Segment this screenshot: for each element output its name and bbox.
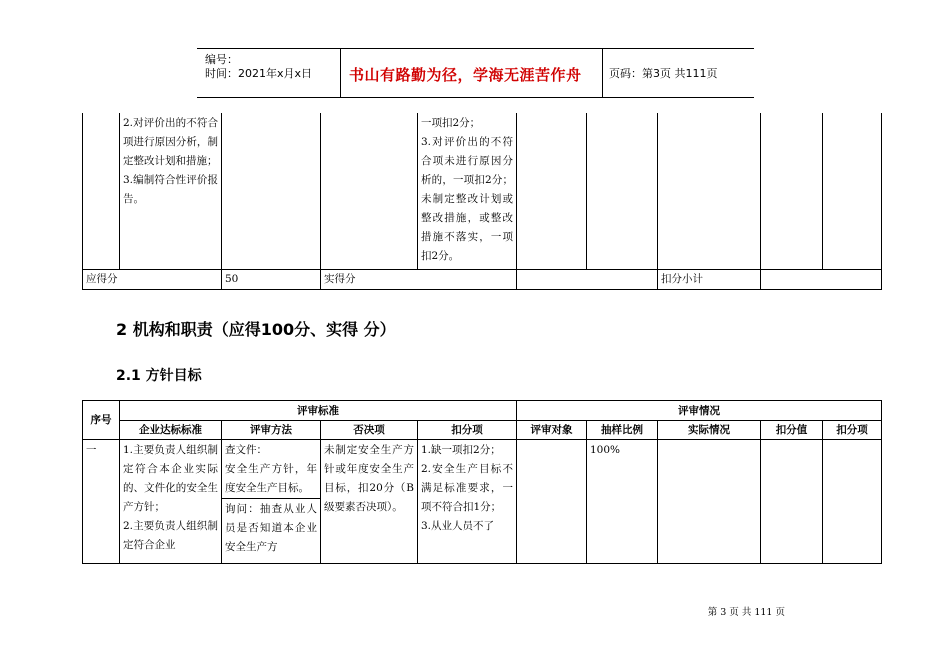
header-row-columns — [83, 421, 882, 440]
subsection-heading: 2.1 方针目标 — [116, 368, 202, 384]
col-header: 扣分值 — [761, 421, 823, 440]
score-row — [83, 269, 882, 289]
page-footer: 第 3 页 共 111 页 — [707, 607, 785, 618]
sampling-cell: 100% — [587, 440, 658, 564]
method-interview: 询问：抽查从业人员是否知道本企业安全生产方 — [222, 498, 320, 558]
page-header — [197, 48, 754, 98]
col-header: 评审对象 — [517, 421, 587, 440]
review-table — [82, 400, 882, 564]
deduct-subtotal-label: 扣分小计 — [658, 269, 761, 289]
section-heading: 2 机构和职责（应得100分、实得 分） — [116, 320, 396, 339]
page-info: 页码：第3页 共111页 — [609, 67, 718, 80]
standard-group-header: 评审标准 — [120, 401, 517, 421]
col-header: 抽样比例 — [587, 421, 658, 440]
col-header: 企业达标标准 — [120, 421, 222, 440]
veto-cell: 未制定安全生产方针或年度安全生产目标，扣20分（B级要素否决项）。 — [321, 440, 418, 564]
method-cell — [222, 440, 321, 564]
deduct-cell: 1.缺一项扣2分； 2.安全生产目标不满足标准要求，一项不符合扣1分； 3.从业人员不了 — [418, 440, 517, 564]
deduct-cell: 一项扣2分； 3.对评价出的不符合项未进行原因分析的，一项扣2分；未制定整改计划或整改措施，或整改措施不落实，一项扣2分。 — [418, 113, 517, 269]
table-row — [83, 440, 882, 564]
time-text: 时间：2021年x月x日 — [205, 67, 313, 80]
col-header: 扣分项 — [418, 421, 517, 440]
col-header: 否决项 — [321, 421, 418, 440]
seq-cell: 一 — [83, 440, 120, 564]
review-group-header: 评审情况 — [517, 401, 882, 421]
header-row-group — [83, 401, 882, 421]
col-header: 扣分项 — [823, 421, 882, 440]
header-motto: 书山有路勤为径，学海无涯苦作舟 — [349, 66, 582, 84]
header-divider — [340, 49, 341, 97]
standard-cell: 2.对评价出的不符合项进行原因分析，制定整改计划和措施； 3.编制符合性评价报告。 — [120, 113, 222, 269]
method-check-docs: 查文件： 安全生产方针，年度安全生产目标。 — [225, 444, 317, 494]
table-row — [83, 113, 882, 269]
should-score-value: 50 — [222, 269, 321, 289]
header-divider — [602, 49, 603, 97]
should-score-label: 应得分 — [83, 269, 222, 289]
standard-cell: 1.主要负责人组织制定符合本企业实际的、文件化的安全生产方针； 2.主要负责人组织制定符合企业 — [120, 440, 222, 564]
actual-score-label: 实得分 — [321, 269, 517, 289]
seq-header: 序号 — [83, 401, 120, 440]
table-continuation — [82, 113, 882, 290]
col-header: 实际情况 — [658, 421, 761, 440]
col-header: 评审方法 — [222, 421, 321, 440]
serial-label: 编号： — [205, 53, 238, 66]
